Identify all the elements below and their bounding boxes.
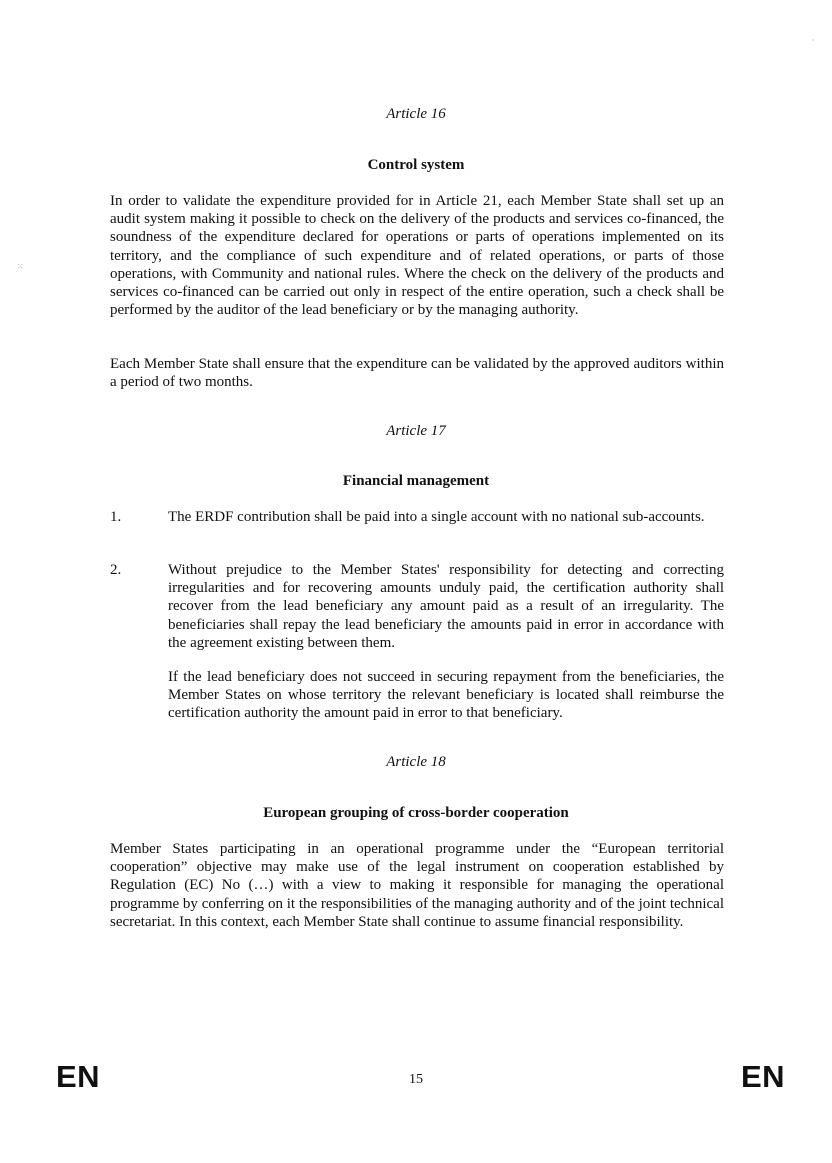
language-code-right: EN (741, 1059, 786, 1094)
article-17-title: Financial management (342, 473, 490, 489)
list-item-continuation: If the lead beneficiary does not succeed in securing repayment from the beneficiaries, the Member States on whose territory the relevant beneficiary is located shall reimburse the certification authority the amount paid in error to that beneficiary. (168, 669, 724, 722)
list-item-number: 2. (110, 562, 122, 578)
article-18-number: Article 18 (386, 754, 446, 770)
list-item-number: 1. (110, 509, 122, 525)
list-item-text: Without prejudice to the Member States' responsibility for detecting and correcting irregularities and for recovering amounts unduly paid, the certification authority shall recover from the lead beneficiary any amount paid as a result of an irregularity. The beneficiaries shall repay the lead beneficiary the amounts paid in error in accordance with the agreement existing between them. (168, 562, 724, 651)
page-number: 15 (409, 1072, 423, 1087)
article-16-paragraph-1: In order to validate the expenditure provided for in Article 21, each Member State shall set up an audit system making it possible to check on the delivery of the products and services co-financed, the soundness of the expenditure declared for operations or parts of operations implemented on its territory, and the compliance of such expenditure and of related operations, or parts of those operations, with Community and national rules. Where the check on the delivery of the products and services co-financed can be carried out only in respect of the entire operation, such a check shall be performed by the auditor of the lead beneficiary or by the managing authority. (110, 193, 724, 319)
article-16-number: Article 16 (386, 106, 446, 122)
article-18-title: European grouping of cross-border cooperation (263, 805, 569, 821)
scan-artifact: · (812, 36, 815, 45)
article-18-paragraph-1: Member States participating in an operational programme under the “European territorial cooperation” objective may make use of the legal instrument on cooperation established by Regulation (EC) No (…) with a view to making it responsible for managing the operational programme by conferring on it the responsibilities of the managing authority and of the joint technical secretariat. In this context, each Member State shall continue to assume financial responsibility. (110, 841, 724, 930)
article-17-number: Article 17 (386, 423, 446, 439)
article-16-paragraph-2: Each Member State shall ensure that the expenditure can be validated by the approved auditors within a period of two months. (110, 356, 724, 391)
article-16-title: Control system (367, 157, 465, 173)
scan-artifact: ⁙ (17, 262, 24, 271)
language-code-left: EN (56, 1059, 101, 1094)
list-item-text: The ERDF contribution shall be paid into a single account with no national sub-accounts. (168, 509, 705, 525)
